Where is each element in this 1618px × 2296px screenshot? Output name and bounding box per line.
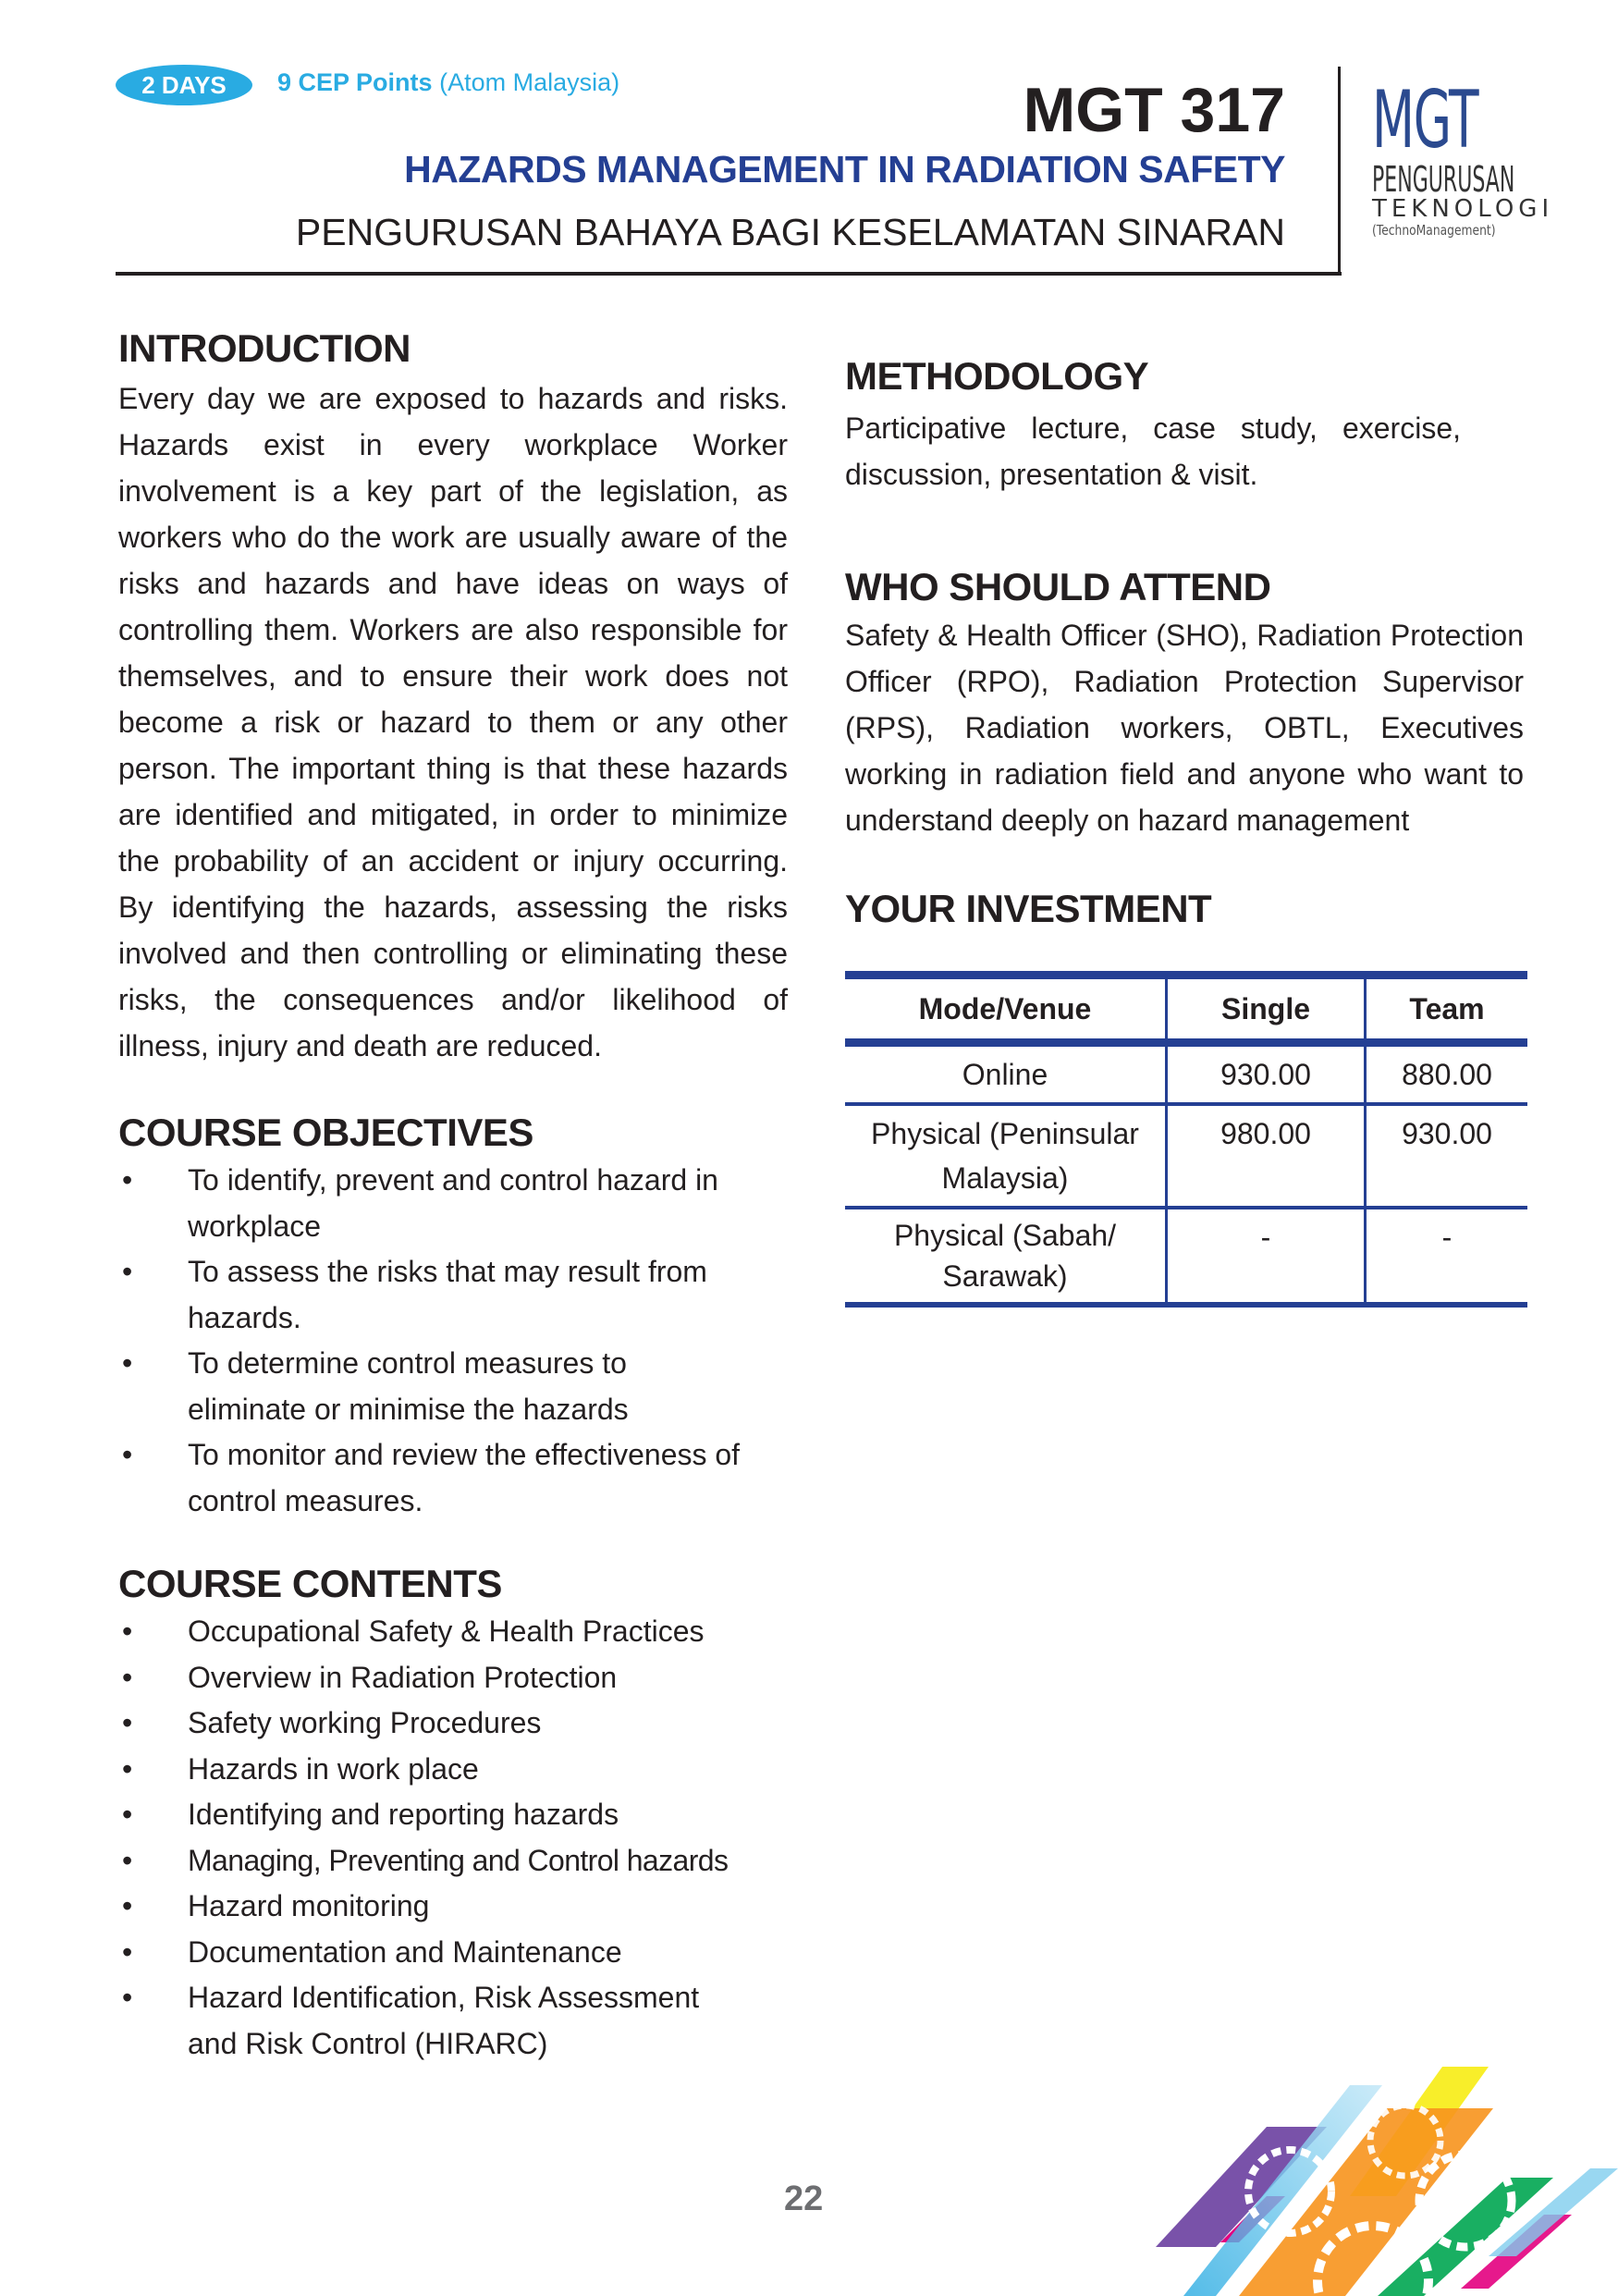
list-item-text: To determine control measures to eliminate or minimise the hazards [188, 1346, 629, 1426]
bullet-icon: • [122, 1706, 133, 1739]
introduction-section [118, 325, 788, 1069]
cell-team-price: 880.00 [1366, 1043, 1528, 1105]
objectives-heading: COURSE OBJECTIVES [118, 1111, 533, 1154]
list-item-text: Identifying and reporting hazards [188, 1798, 619, 1831]
cep-points-body: (Atom Malaysia) [439, 68, 620, 96]
page-number: 22 [784, 2179, 824, 2218]
left-column [118, 325, 788, 2067]
methodology-body: Participative lecture, case study, exercise, discussion, presentation & visit. [845, 411, 1461, 491]
list-item [118, 1838, 788, 1885]
contents-section [118, 1561, 788, 2067]
list-item-text: Managing, Preventing and Control hazards [188, 1843, 729, 1877]
gears-graphic-icon [1137, 2039, 1618, 2296]
table-row [845, 1104, 1527, 1208]
bullet-icon: • [122, 1346, 133, 1380]
list-item-text: To monitor and review the effectiveness of control measures. [188, 1438, 741, 1517]
contents-list [118, 1609, 788, 2067]
cell-single-price: - [1167, 1208, 1366, 1305]
list-item-text: To identify, prevent and control hazard in workplace [188, 1163, 718, 1243]
investment-table [845, 971, 1527, 1308]
header-divider [116, 272, 1342, 276]
bullet-icon: • [122, 1615, 133, 1648]
cell-mode: Online [845, 1043, 1167, 1105]
course-title-english: HAZARDS MANAGEMENT IN RADIATION SAFETY [404, 148, 1285, 190]
audience-section [845, 564, 1524, 843]
list-item-text: Hazard Identification, Risk Assessment and Risk Control (HIRARC) [188, 1981, 700, 2060]
methodology-heading: METHODOLOGY [845, 354, 1149, 398]
objectives-section [118, 1110, 788, 1524]
contents-heading: COURSE CONTENTS [118, 1562, 502, 1605]
list-item [118, 1249, 788, 1341]
bullet-icon: • [122, 1934, 133, 1969]
cell-team-price: - [1366, 1208, 1528, 1305]
cell-single-price: 980.00 [1167, 1104, 1366, 1208]
list-item-text: Occupational Safety & Health Practices [188, 1615, 705, 1648]
introduction-body: Every day we are exposed to hazards and risks. Hazards exist in every workplace Worker involvement is a key part of the legislation, as workers who do the work are usually aware of the risks and hazards and have ideas on ways of controlling them. Workers are also responsible for themselves, and to ensure their work does not become a risk or hazard to them or any other person. The important thing is that these hazards are identified and mitigated, in order to minimize the probability of an accident or injury occurring. By identifying the hazards, assessing the risks involved and then controlling or eliminating these risks, the consequences and/or likelihood of illness, injury and death are reduced. [118, 382, 788, 1062]
list-item [118, 1158, 788, 1249]
list-item-text: Overview in Radiation Protection [188, 1660, 618, 1694]
duration-badge: 2 DAYS [116, 65, 252, 105]
cell-single-price: 930.00 [1167, 1043, 1366, 1105]
list-item [118, 1701, 788, 1747]
bullet-icon: • [122, 1798, 133, 1831]
audience-body: Safety & Health Officer (SHO), Radiation Protection Officer (RPO), Radiation Protection Supervisor (RPS), Radiation workers, OBTL, Executives working in radiation field and anyone who want to understand deeply on hazard management [845, 619, 1524, 837]
list-item [118, 1609, 788, 1655]
investment-section [845, 886, 1524, 1308]
list-item [118, 1747, 788, 1793]
cep-points-label: 9 CEP Points [277, 68, 433, 96]
bullet-icon: • [122, 1981, 133, 2014]
cep-points [277, 68, 619, 97]
methodology-section [845, 353, 1524, 497]
company-logo [1372, 74, 1554, 268]
cell-mode: Physical (Sabah/ Sarawak) [845, 1208, 1167, 1305]
bullet-icon: • [122, 1660, 133, 1694]
list-item [118, 1930, 788, 1976]
list-item [118, 1432, 788, 1524]
audience-heading: WHO SHOULD ATTEND [845, 565, 1271, 608]
bullet-icon: • [122, 1751, 133, 1786]
table-row [845, 1043, 1527, 1105]
bullet-icon: • [122, 1889, 133, 1922]
list-item [118, 1341, 788, 1432]
list-item [118, 1884, 788, 1930]
list-item [118, 1655, 788, 1701]
introduction-heading: INTRODUCTION [118, 326, 411, 370]
column-header-mode: Mode/Venue [845, 976, 1167, 1043]
course-title-malay: PENGURUSAN BAHAYA BAGI KESELAMATAN SINARAN [295, 211, 1285, 253]
column-header-team: Team [1366, 976, 1528, 1043]
list-item-text: Hazard monitoring [188, 1889, 430, 1922]
list-item [118, 1792, 788, 1838]
table-row [845, 1208, 1527, 1305]
bullet-icon: • [122, 1255, 133, 1288]
right-column [845, 353, 1524, 1308]
table-header-row [845, 976, 1527, 1043]
logo-mgt: MGT [1372, 74, 1478, 166]
bullet-icon: • [122, 1438, 133, 1471]
bullet-icon: • [122, 1843, 133, 1877]
list-item-text: Safety working Procedures [188, 1706, 542, 1739]
course-code: MGT 317 [1023, 75, 1285, 145]
logo-line-teknologi: TEKNOLOGI [1372, 195, 1554, 223]
objectives-list [118, 1158, 788, 1524]
investment-heading: YOUR INVESTMENT [845, 887, 1212, 930]
list-item [118, 1975, 788, 2067]
list-item-text: Documentation and Maintenance [188, 1934, 622, 1969]
logo-line-pengurusan: PENGURUSAN [1372, 159, 1515, 200]
logo-line-technomanagement: (TechnoManagement) [1372, 222, 1496, 239]
cell-team-price: 930.00 [1366, 1104, 1528, 1208]
bullet-icon: • [122, 1163, 133, 1197]
list-item-text: Hazards in work place [188, 1751, 479, 1786]
header-vertical-divider [1338, 67, 1341, 276]
column-header-single: Single [1167, 976, 1366, 1043]
list-item-text: To assess the risks that may result from hazards. [188, 1255, 707, 1334]
cell-mode: Physical (Peninsular Malaysia) [845, 1104, 1167, 1208]
